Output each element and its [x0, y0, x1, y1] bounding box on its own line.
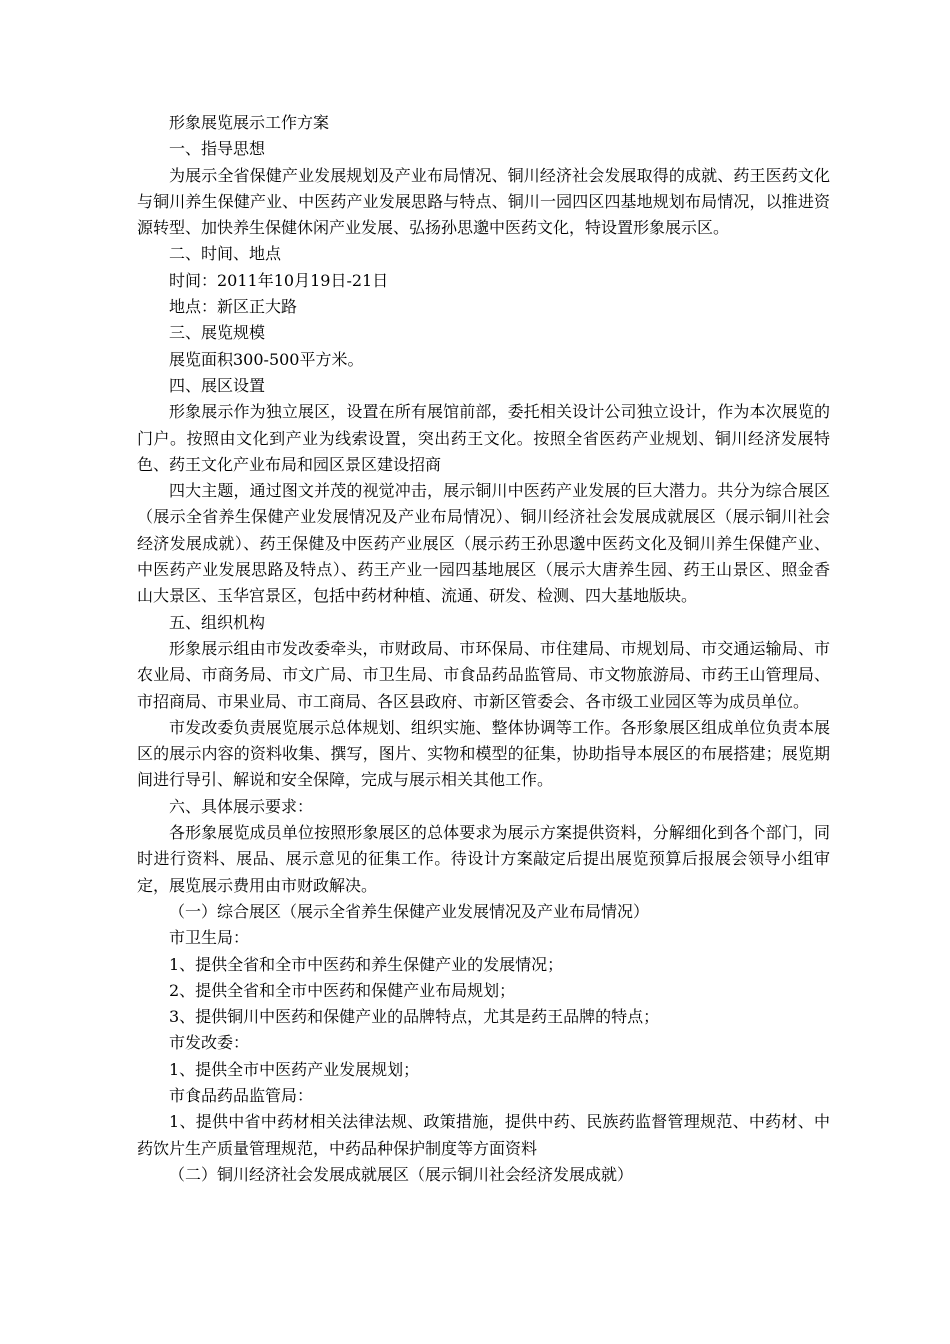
unit-label: 市食品药品监管局：	[169, 1085, 314, 1105]
section-heading: 六、具体展示要求：	[169, 796, 314, 816]
list-item: 1、提供中省中药材相关法律法规、政策措施，提供中药、民族药监督管理规范、中药材、中药饮片生产质量管理规范，中药品种保护制度等方面资料	[137, 1112, 830, 1158]
paragraph: 市发改委负责展览展示总体规划、组织实施、整体协调等工作。各形象展区组成单位负责本展区的展示内容的资料收集、撰写，图片、实物和模型的征集，协助指导本展区的布展搭建；展览期间进行导引、解说和安全保障，完成与展示相关其他工作。	[137, 717, 830, 790]
list-item: 1、提供全省和全市中医药和养生保健产业的发展情况；	[169, 954, 564, 974]
paragraph: 形象展示组由市发改委牵头，市财政局、市环保局、市住建局、市规划局、市交通运输局、市农业局、市商务局、市文广局、市卫生局、市食品药品监管局、市文物旅游局、市药王山管理局、市招商局、市果业局、市工商局、各区县政府、市新区管委会、各市级工业园区等为成员单位。	[137, 638, 830, 711]
list-item: 2、提供全省和全市中医药和保健产业布局规划；	[169, 980, 516, 1000]
list-item: 1、提供全市中医药产业发展规划；	[169, 1059, 420, 1079]
unit-label: 市发改委：	[169, 1033, 250, 1053]
paragraph: 地点：新区正大路	[169, 297, 298, 317]
unit-label: 市卫生局：	[169, 928, 250, 948]
subsection-heading: （二）铜川经济社会发展成就展区（展示铜川社会经济发展成就）	[169, 1164, 634, 1184]
list-item: 3、提供铜川中医药和保健产业的品牌特点，尤其是药王品牌的特点；	[169, 1007, 660, 1027]
section-heading: 二、时间、地点	[169, 244, 282, 264]
paragraph: 时间：2011年10月19日-21日	[169, 270, 389, 290]
paragraph: 展览面积300-500平方米。	[169, 349, 364, 369]
document-body	[137, 110, 830, 1188]
paragraph: 形象展示作为独立展区，设置在所有展馆前部，委托相关设计公司独立设计，作为本次展览的门户。按照由文化到产业为线索设置，突出药王文化。按照全省医药产业规划、铜川经济发展特色、药王文化产业布局和园区景区建设招商	[137, 402, 830, 474]
subsection-heading: （一）综合展区（展示全省养生保健产业发展情况及产业布局情况）	[169, 901, 650, 921]
paragraph: 为展示全省保健产业发展规划及产业布局情况、铜川经济社会发展取得的成就、药王医药文化与铜川养生保健产业、中医药产业发展思路与特点、铜川一园四区四基地规划布局情况，以推进资源转型、加快养生保健休闲产业发展、弘扬孙思邈中医药文化，特设置形象展示区。	[137, 165, 830, 238]
paragraph: 四大主题，通过图文并茂的视觉冲击，展示铜川中医药产业发展的巨大潜力。共分为综合展区（展示全省养生保健产业发展情况及产业布局情况）、铜川经济社会发展成就展区（展示铜川社会经济发展成就）、药王保健及中医药产业展区（展示药王孙思邈中医药文化及铜川养生保健产业、中医药产业发展思路及特点）、药王产业一园四基地展区（展示大唐养生园、药王山景区、照金香山大景区、玉华宫景区，包括中药材种植、流通、研发、检测、四大基地版块。	[137, 481, 830, 606]
section-heading: 三、展览规模	[169, 323, 266, 343]
section-heading: 五、组织机构	[169, 612, 266, 632]
paragraph: 各形象展览成员单位按照形象展区的总体要求为展示方案提供资料，分解细化到各个部门，同时进行资料、展品、展示意见的征集工作。待设计方案敲定后提出展览预算后报展会领导小组审定，展览展示费用由市财政解决。	[137, 823, 830, 895]
document-title: 形象展览展示工作方案	[169, 113, 330, 132]
section-heading: 四、展区设置	[169, 375, 266, 395]
section-heading: 一、指导思想	[169, 139, 266, 159]
